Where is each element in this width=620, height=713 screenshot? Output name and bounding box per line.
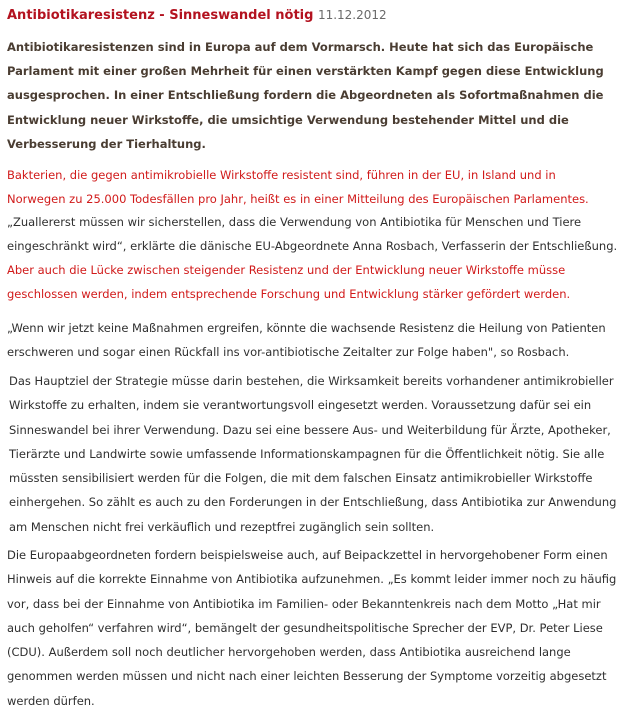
- paragraph-line: Hinweis auf die korrekte Einnahme von Antibiotika aufzunehmen. „Es kommt leider immer noch zu häufig: [7, 572, 617, 587]
- paragraph-line: einhergehen. So zählt es auch zu den Forderungen in der Entschließung, dass Antibiotika zur Anwendung: [9, 495, 617, 510]
- paragraph-line: eingeschränkt wird“, erklärte die dänische EU-Abgeordnete Anna Rosbach, Verfasserin der Entschließung.: [7, 238, 618, 253]
- article-date: 11.12.2012: [317, 8, 387, 22]
- paragraph-line: „Zuallererst müssen wir sicherstellen, dass die Verwendung von Antibiotika für Menschen und Tiere: [7, 215, 582, 229]
- paragraph-line: am Menschen nicht frei verkäuflich und rezeptfrei zugänglich sein sollten.: [9, 519, 435, 534]
- paragraph-line: „Wenn wir jetzt keine Maßnahmen ergreifen, könnte die wachsende Resistenz die Heilung von Patienten: [7, 321, 606, 335]
- lead-line: Antibiotikaresistenzen sind in Europa auf dem Vormarsch. Heute hat sich das Europäische: [7, 40, 594, 54]
- paragraph-line: Das Hauptziel der Strategie müsse darin bestehen, die Wirksamkeit bereits vorhandener antimikrobieller: [9, 374, 614, 388]
- lead-line: Entwicklung neuer Wirkstoffe, die umsichtige Verwendung bestehender Mittel und die: [7, 112, 569, 127]
- paragraph-line: geschlossen werden, indem entsprechende Forschung und Entwicklung stärker gefördert werden.: [7, 286, 571, 301]
- paragraph-line: Norwegen zu 25.000 Todesfällen pro Jahr, heißt es in einer Mitteilung des Europäischen Parlamentes.: [7, 191, 589, 206]
- paragraph-4: [7, 317, 606, 364]
- paragraph-line: erschweren und sogar einen Rückfall ins vor-antibiotische Zeitalter zur Folge haben", so Rosbach.: [7, 344, 570, 359]
- paragraph-line: (CDU). Außerdem soll noch deutlicher hervorgehoben werden, dass Antibiotika ausreichend lange: [7, 645, 571, 660]
- paragraph-line: Die Europaabgeordneten fordern beispielsweise auch, auf Beipackzettel in hervorgehobener Form einen: [7, 548, 608, 562]
- paragraph-line: auch geholfen“ verfahren wird“, bemängelt der gesundheitspolitische Sprecher der EVP, Dr. Peter Liese: [7, 620, 603, 635]
- paragraph-line: werden dürfen.: [7, 693, 95, 708]
- paragraph-1: [7, 164, 589, 211]
- paragraph-6: [7, 543, 616, 713]
- lead-line: Verbesserung der Tierhaltung.: [7, 136, 206, 151]
- paragraph-2: [7, 211, 617, 258]
- article-title: Antibiotikaresistenz - Sinneswandel nötig: [7, 8, 314, 23]
- paragraph-line: genommen werden müssen und nicht nach einer leichten Besserung der Symptome vorzeitig abgesetzt: [7, 669, 607, 684]
- paragraph-line: Wirkstoffe zu erhalten, indem sie verantwortungsvoll eingesetzt werden. Voraussetzung dafür sei ein: [9, 398, 592, 413]
- paragraph-line: Tierärzte und Landwirte sowie umfassende Informationskampagnen für die Öffentlichkeit nötig. Sie alle: [9, 446, 605, 461]
- lead-line: Parlament mit einer großen Mehrheit für einen verstärkten Kampf gegen diese Entwicklung: [7, 64, 604, 79]
- article-headline: [7, 6, 387, 25]
- paragraph-line: Sinneswandel bei ihrer Verwendung. Dazu sei eine bessere Aus- und Weiterbildung für Ärzte, Apotheker,: [9, 422, 611, 437]
- paragraph-3: [7, 259, 570, 306]
- paragraph-line: müssten sensibilisiert werden für die Folgen, die mit dem falschen Einsatz antimikrobieller Wirkstoffe: [9, 471, 593, 486]
- paragraph-5: [9, 369, 616, 539]
- lead-line: ausgesprochen. In einer Entschließung fordern die Abgeordneten als Sofortmaßnahmen die: [7, 88, 604, 103]
- paragraph-line: Bakterien, die gegen antimikrobielle Wirkstoffe resistent sind, führen in der EU, in Island und in: [7, 168, 556, 182]
- paragraph-line: vor, dass bei der Einnahme von Antibiotika im Familien- oder Bekanntenkreis nach dem Motto „Hat mir: [7, 596, 601, 611]
- lead-paragraph: [7, 35, 604, 156]
- paragraph-line: Aber auch die Lücke zwischen steigender Resistenz und der Entwicklung neuer Wirkstoffe müsse: [7, 263, 566, 277]
